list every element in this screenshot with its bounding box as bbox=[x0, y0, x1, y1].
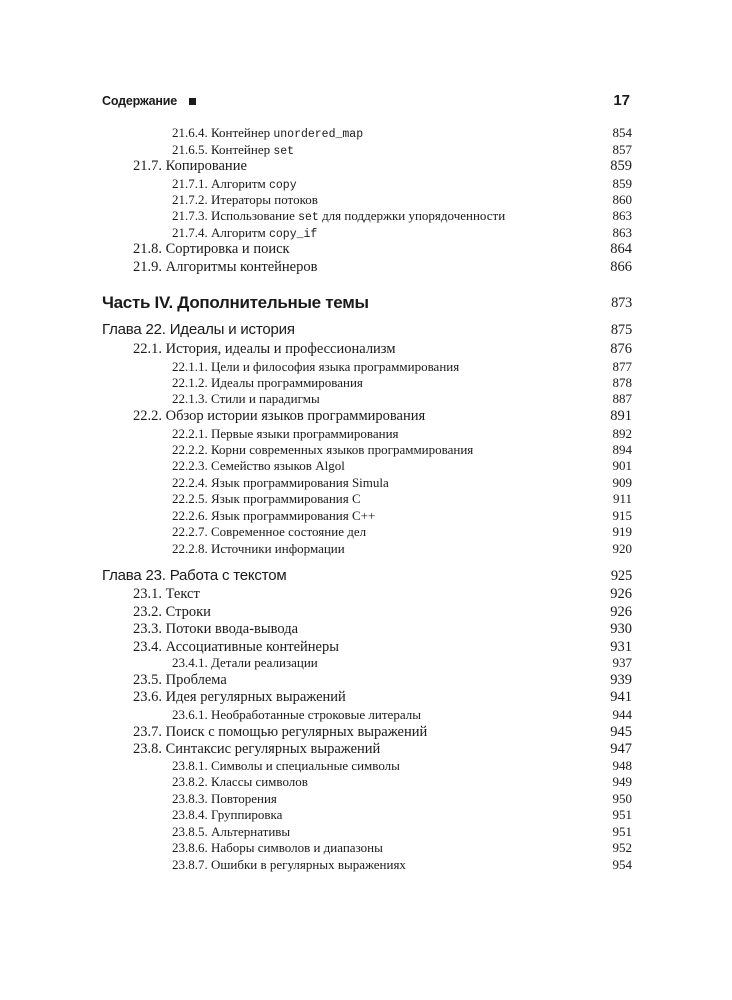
entry-title: 22.2.4. Язык программирования Simula bbox=[172, 475, 389, 490]
entry-page: 937 bbox=[612, 655, 632, 670]
entry-title: 23.8.4. Группировка bbox=[172, 807, 283, 822]
entry-title-rest: для поддержки упорядоченности bbox=[318, 208, 506, 223]
toc-entry bbox=[0, 857, 732, 873]
entry-code: copy bbox=[269, 179, 297, 192]
entry-title: 23.8.5. Альтернативы bbox=[172, 824, 291, 839]
entry-title: 21.7.1. Алгоритм bbox=[172, 176, 269, 191]
toc-entry bbox=[0, 774, 732, 790]
entry-code: set bbox=[273, 145, 295, 158]
entry-page: 854 bbox=[612, 125, 632, 140]
entry-title: 23.1. Текст bbox=[133, 586, 200, 602]
entry-page: 915 bbox=[612, 508, 632, 523]
entry-page: 859 bbox=[610, 158, 632, 174]
entry-title: 21.8. Сортировка и поиск bbox=[133, 241, 290, 257]
entry-page: 878 bbox=[612, 375, 632, 390]
chapter-page: 925 bbox=[610, 568, 632, 584]
entry-page: 891 bbox=[610, 408, 632, 424]
toc-entry bbox=[0, 707, 732, 723]
entry-page: 951 bbox=[612, 824, 632, 839]
entry-page: 857 bbox=[612, 142, 632, 157]
entry-title: 21.7. Копирование bbox=[133, 158, 247, 174]
entry-page: 860 bbox=[612, 192, 632, 207]
toc-entry bbox=[0, 688, 732, 706]
chapter-heading bbox=[0, 320, 732, 340]
toc-entry bbox=[0, 258, 732, 276]
toc-entry bbox=[0, 125, 732, 141]
entry-page: 863 bbox=[612, 225, 632, 240]
toc-entry bbox=[0, 807, 732, 823]
toc-entry bbox=[0, 758, 732, 774]
entry-title: 22.2.2. Корни современных языков программирования bbox=[172, 442, 474, 457]
toc-entry bbox=[0, 458, 732, 474]
part-heading bbox=[0, 292, 732, 314]
entry-title: 23.5. Проблема bbox=[133, 672, 227, 688]
running-header bbox=[102, 93, 632, 113]
entry-page: 950 bbox=[612, 791, 632, 806]
toc-entry bbox=[0, 524, 732, 540]
toc-entry bbox=[0, 359, 732, 375]
entry-title: 23.4. Ассоциативные контейнеры bbox=[133, 639, 339, 655]
entry-page: 866 bbox=[610, 259, 632, 275]
entry-page: 892 bbox=[612, 426, 632, 441]
chapter-heading bbox=[0, 566, 732, 586]
toc-entry bbox=[0, 638, 732, 656]
entry-code: unordered_map bbox=[273, 128, 364, 141]
entry-page: 941 bbox=[610, 689, 632, 705]
toc-entry bbox=[0, 491, 732, 507]
entry-title: 22.1.1. Цели и философия языка программирования bbox=[172, 359, 460, 374]
entry-title: 23.2. Строки bbox=[133, 604, 211, 620]
entry-title: 23.8.3. Повторения bbox=[172, 791, 277, 806]
entry-title: 23.8.6. Наборы символов и диапазоны bbox=[172, 840, 383, 855]
entry-title: 21.7.3. Использование bbox=[172, 208, 299, 223]
entry-title: 23.8.2. Классы символов bbox=[172, 774, 308, 789]
entry-page: 863 bbox=[612, 208, 632, 223]
toc-entry bbox=[0, 603, 732, 621]
toc-entry bbox=[0, 824, 732, 840]
entry-title: 23.8. Синтаксис регулярных выражений bbox=[133, 741, 381, 757]
toc-entry bbox=[0, 541, 732, 557]
toc-entry bbox=[0, 391, 732, 407]
entry-title: 22.2.8. Источники информации bbox=[172, 541, 345, 556]
entry-title: 21.6.4. Контейнер bbox=[172, 125, 274, 140]
entry-page: 951 bbox=[612, 807, 632, 822]
toc-entry bbox=[0, 157, 732, 175]
entry-title: 22.2. Обзор истории языков программирования bbox=[133, 408, 426, 424]
entry-title: 21.9. Алгоритмы контейнеров bbox=[133, 259, 318, 275]
entry-title: 21.6.5. Контейнер bbox=[172, 142, 274, 157]
entry-code: set bbox=[298, 211, 319, 224]
toc-entry bbox=[0, 840, 732, 856]
entry-page: 894 bbox=[612, 442, 632, 457]
toc-entry bbox=[0, 176, 732, 192]
toc-entry bbox=[0, 240, 732, 258]
entry-page: 864 bbox=[610, 241, 632, 257]
toc-entry bbox=[0, 142, 732, 158]
toc-entry bbox=[0, 671, 732, 689]
entry-page: 877 bbox=[612, 359, 632, 374]
entry-title: 21.7.4. Алгоритм bbox=[172, 225, 269, 240]
toc-entry bbox=[0, 475, 732, 491]
entry-title: 22.2.5. Язык программирования C bbox=[172, 491, 361, 506]
toc-entry bbox=[0, 407, 732, 425]
entry-title: 23.6. Идея регулярных выражений bbox=[133, 689, 346, 705]
header-title: Содержание bbox=[102, 94, 178, 108]
toc-entry bbox=[0, 192, 732, 208]
toc-entry bbox=[0, 225, 732, 241]
toc-entry bbox=[0, 585, 732, 603]
entry-title: 22.1.2. Идеалы программирования bbox=[172, 375, 363, 390]
entry-page: 944 bbox=[612, 707, 632, 722]
entry-page: 939 bbox=[610, 672, 632, 688]
entry-page: 948 bbox=[612, 758, 632, 773]
entry-page: 931 bbox=[610, 639, 632, 655]
page-number: 17 bbox=[613, 92, 630, 109]
square-bullet-icon bbox=[189, 98, 196, 105]
toc-entry bbox=[0, 426, 732, 442]
entry-title: 23.4.1. Детали реализации bbox=[172, 655, 318, 670]
entry-page: 952 bbox=[612, 840, 632, 855]
toc-entry bbox=[0, 620, 732, 638]
entry-page: 949 bbox=[612, 774, 632, 789]
entry-page: 887 bbox=[612, 391, 632, 406]
entry-page: 930 bbox=[610, 621, 632, 637]
entry-title: 22.2.3. Семейство языков Algol bbox=[172, 458, 345, 473]
toc-entry bbox=[0, 208, 732, 224]
toc-entry bbox=[0, 508, 732, 524]
entry-page: 876 bbox=[610, 341, 632, 357]
chapter-page: 875 bbox=[610, 322, 632, 338]
toc-entry bbox=[0, 655, 732, 671]
entry-page: 911 bbox=[612, 491, 632, 506]
toc-entry bbox=[0, 340, 732, 358]
toc-entry bbox=[0, 723, 732, 741]
part-page: 873 bbox=[611, 295, 632, 311]
chapter-title: Глава 22. Идеалы и история bbox=[102, 321, 295, 338]
entry-page: 926 bbox=[610, 604, 632, 620]
toc-entry bbox=[0, 740, 732, 758]
toc-entry bbox=[0, 791, 732, 807]
toc-entry bbox=[0, 375, 732, 391]
entry-title: 22.1. История, идеалы и профессионализм bbox=[133, 341, 396, 357]
entry-page: 920 bbox=[612, 541, 632, 556]
entry-title: 23.3. Потоки ввода-вывода bbox=[133, 621, 299, 637]
part-title: Часть IV. Дополнительные темы bbox=[102, 293, 369, 312]
entry-title: 21.7.2. Итераторы потоков bbox=[172, 192, 318, 207]
entry-page: 954 bbox=[612, 857, 632, 872]
entry-page: 859 bbox=[612, 176, 632, 191]
entry-page: 947 bbox=[610, 741, 632, 757]
chapter-title: Глава 23. Работа с текстом bbox=[102, 567, 287, 584]
toc-entry bbox=[0, 442, 732, 458]
entry-title: 22.2.1. Первые языки программирования bbox=[172, 426, 399, 441]
entry-title: 22.2.6. Язык программирования C++ bbox=[172, 508, 376, 523]
entry-page: 909 bbox=[612, 475, 632, 490]
entry-title: 23.7. Поиск с помощью регулярных выражений bbox=[133, 724, 428, 740]
entry-title: 22.2.7. Современное состояние дел bbox=[172, 524, 367, 539]
entry-page: 926 bbox=[610, 586, 632, 602]
entry-code: copy_if bbox=[269, 228, 318, 241]
entry-page: 945 bbox=[610, 724, 632, 740]
entry-title: 22.1.3. Стили и парадигмы bbox=[172, 391, 320, 406]
entry-page: 901 bbox=[612, 458, 632, 473]
entry-page: 919 bbox=[612, 524, 632, 539]
entry-title: 23.8.1. Символы и специальные символы bbox=[172, 758, 400, 773]
entry-title: 23.6.1. Необработанные строковые литералы bbox=[172, 707, 421, 722]
entry-title: 23.8.7. Ошибки в регулярных выражениях bbox=[172, 857, 406, 872]
